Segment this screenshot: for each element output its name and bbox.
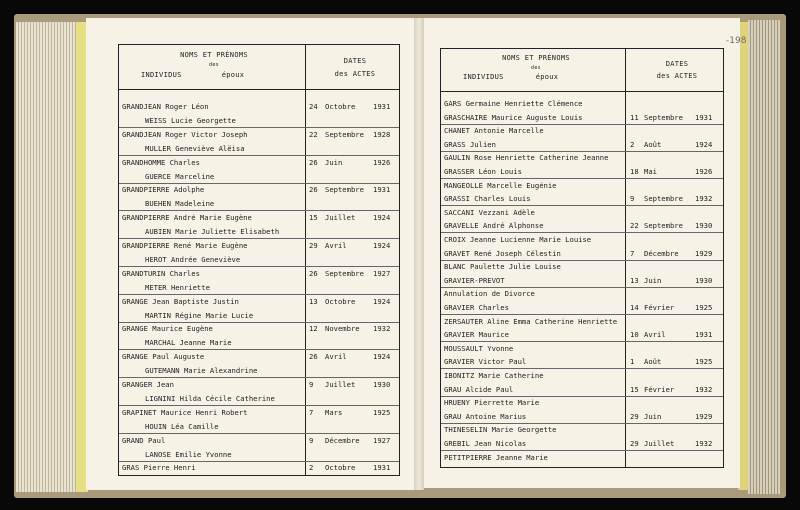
- entry-separator: [119, 238, 399, 239]
- entry-name: GRANDHOMME Charles: [122, 157, 200, 167]
- entry-day: 24: [309, 102, 318, 111]
- entry-name: GRANGE Maurice Eugène: [122, 324, 213, 334]
- entry-name: GRASS Julien: [444, 139, 496, 149]
- entry-month: Septembre: [644, 221, 683, 231]
- entry-month: Octobre: [325, 463, 356, 473]
- entry-year: 1931: [373, 185, 391, 195]
- dates-sub: des ACTES: [334, 70, 376, 78]
- entry-name: GRASSI Charles Louis: [444, 194, 531, 204]
- entry-day: 13: [309, 296, 318, 306]
- entry-day: 7: [630, 248, 635, 258]
- entry-separator: [441, 450, 723, 451]
- dates-sub: des ACTES: [656, 72, 698, 80]
- entry-year: 1930: [373, 380, 391, 389]
- entry-separator: [119, 405, 399, 406]
- entry-month: Juillet: [325, 380, 356, 389]
- entry-name: GREBIL Jean Nicolas: [444, 439, 527, 448]
- entry-month: Mai: [644, 167, 657, 176]
- epoux-label: époux: [221, 71, 245, 79]
- entry-name: HEROT Andrée Geneviève: [145, 254, 241, 264]
- page-edges-right: [748, 20, 780, 494]
- entry-month: Avril: [325, 241, 347, 250]
- entry-name: GUTEMANN Marie Alexandrine: [145, 366, 258, 376]
- entry-month: Février: [644, 303, 675, 312]
- entry-name: GRANDPIERRE René Marie Eugène: [122, 241, 248, 250]
- book-gutter: [414, 18, 424, 490]
- names-title: NOMS ET PRÉNOMS: [180, 51, 248, 59]
- names-des: des: [209, 62, 219, 68]
- entry-day: 2: [630, 139, 635, 149]
- entry-month: Septembre: [325, 268, 364, 278]
- entry-separator: [119, 266, 399, 267]
- entry-name: GRAVELLE André Alphonse: [444, 221, 544, 231]
- entry-name: GRANDJEAN Roger Léon: [122, 102, 209, 111]
- entry-separator: [119, 294, 399, 295]
- entry-day: 9: [309, 380, 314, 389]
- entry-name: MOUSSAULT Yvonne: [444, 343, 514, 353]
- epoux-label: époux: [535, 73, 559, 81]
- entry-day: 11: [630, 112, 639, 122]
- entry-year: 1926: [695, 167, 713, 176]
- entry-name: GRAU Antoine Marius: [444, 411, 527, 421]
- entry-month: Décembre: [644, 248, 679, 258]
- entry-name: IBONITZ Marie Catherine: [444, 371, 544, 380]
- entry-month: Juillet: [644, 439, 675, 448]
- entry-separator: [119, 461, 399, 462]
- entry-day: 29: [630, 411, 639, 421]
- entry-year: 1928: [373, 129, 391, 139]
- entry-month: Juin: [644, 275, 662, 285]
- entry-year: 1925: [373, 407, 391, 417]
- names-title: NOMS ET PRÉNOMS: [502, 54, 570, 62]
- entry-name: WEISS Lucie Georgette: [145, 115, 236, 125]
- entry-separator: [119, 349, 399, 350]
- entry-day: 26: [309, 352, 318, 362]
- entry-year: 1925: [695, 357, 713, 367]
- entry-separator: [119, 377, 399, 378]
- entry-separator: [119, 322, 399, 323]
- entry-month: Juin: [644, 411, 662, 421]
- entry-name: GAULIN Rose Henriette Catherine Jeanne: [444, 153, 609, 163]
- page-number: -198: [726, 36, 747, 46]
- entry-month: Juin: [325, 157, 343, 167]
- entry-day: 18: [630, 167, 639, 176]
- entry-day: 26: [309, 157, 318, 167]
- entry-day: 12: [309, 324, 318, 334]
- entry-name: GRAVIER Maurice: [444, 330, 509, 340]
- entry-year: 1932: [695, 194, 713, 204]
- entry-name: HOUIN Léa Camille: [145, 421, 219, 431]
- entry-separator: [119, 127, 399, 128]
- entry-day: 26: [309, 185, 318, 195]
- entry-name: GRAND Paul: [122, 435, 166, 445]
- entry-name: SACCANI Vezzani Adèle: [444, 207, 535, 217]
- entry-name: GUERCE Marceline: [145, 171, 215, 181]
- entry-separator: [441, 205, 723, 206]
- entry-name: GRANGER Jean: [122, 380, 174, 389]
- entry-separator: [441, 396, 723, 397]
- entry-separator: [441, 151, 723, 152]
- column-divider: [625, 49, 626, 467]
- entry-day: 22: [630, 221, 639, 231]
- entry-separator: [441, 232, 723, 233]
- entry-name: GRANGE Jean Baptiste Justin: [122, 296, 239, 306]
- entry-month: Octobre: [325, 296, 356, 306]
- dates-title: DATES: [665, 60, 689, 68]
- entry-separator: [441, 423, 723, 424]
- entry-separator: [441, 314, 723, 315]
- entry-separator: [119, 183, 399, 184]
- entry-name: GRAS Pierre Henri: [122, 463, 196, 473]
- entry-day: 2: [309, 463, 314, 473]
- entry-year: 1931: [373, 102, 391, 111]
- entry-year: 1925: [695, 303, 713, 312]
- entry-name: GRANDJEAN Roger Victor Joseph: [122, 129, 248, 139]
- entry-year: 1924: [373, 213, 391, 223]
- entry-day: 9: [630, 194, 635, 204]
- entry-month: Mars: [325, 407, 343, 417]
- entry-year: 1930: [695, 275, 713, 285]
- entry-name: LIGNINI Hilda Cécile Catherine: [145, 393, 275, 403]
- header-rule: [441, 91, 723, 92]
- entry-separator: [441, 368, 723, 369]
- entry-day: 15: [630, 384, 639, 394]
- entry-name: ZERSAUTER Aline Emma Catherine Henriette: [444, 316, 618, 326]
- entry-day: 26: [309, 268, 318, 278]
- entry-name: GRASSER Léon Louis: [444, 167, 522, 176]
- entry-year: 1931: [373, 463, 391, 473]
- dates-title: DATES: [343, 57, 367, 65]
- entry-month: Septembre: [644, 112, 683, 122]
- entry-name: GARS Germaine Henriette Clémence: [444, 99, 583, 108]
- entry-name: GRAVIER Victor Paul: [444, 357, 527, 367]
- entry-year: 1926: [373, 157, 391, 167]
- entry-name: MARTIN Régine Marie Lucie: [145, 310, 254, 320]
- entry-year: 1931: [695, 330, 713, 340]
- entry-separator: [441, 260, 723, 261]
- entry-day: 13: [630, 275, 639, 285]
- entry-day: 29: [630, 439, 639, 448]
- entry-name: PETITPIERRE Jeanne Marie: [444, 452, 548, 462]
- entry-month: Février: [644, 384, 675, 394]
- entry-year: 1927: [373, 435, 391, 445]
- names-des: des: [531, 65, 541, 71]
- entry-name: GRAU Alcide Paul: [444, 384, 514, 394]
- entry-name: GRAVET René Joseph Célestin: [444, 248, 561, 258]
- entry-month: Août: [644, 139, 662, 149]
- entry-name: HRUENY Pierrette Marie: [444, 398, 540, 408]
- entry-month: Novembre: [325, 324, 360, 334]
- entry-month: Août: [644, 357, 662, 367]
- entry-month: Avril: [644, 330, 666, 340]
- column-divider: [305, 45, 306, 475]
- entry-month: Avril: [325, 352, 347, 362]
- entry-year: 1924: [695, 139, 713, 149]
- individus-label: INDIVIDUS: [463, 73, 504, 81]
- entry-name: MARCHAL Jeanne Marie: [145, 338, 232, 348]
- entry-year: 1924: [373, 296, 391, 306]
- entry-month: Octobre: [325, 102, 356, 111]
- entry-name: GRANGE Paul Auguste: [122, 352, 205, 362]
- entry-year: 1927: [373, 268, 391, 278]
- entry-name: GRANDPIERRE André Marie Eugène: [122, 213, 252, 223]
- entry-month: Décembre: [325, 435, 360, 445]
- entry-separator: [119, 155, 399, 156]
- entry-name: GRAVIER-PREVOT: [444, 275, 505, 285]
- entry-name: GRAVIER Charles: [444, 303, 509, 312]
- entry-year: 1932: [695, 384, 713, 394]
- entry-year: 1931: [695, 112, 713, 122]
- entry-name: BUEHEN Madeleine: [145, 199, 215, 209]
- right-register-table: [440, 48, 724, 468]
- entry-name: GRASCHAIRE Maurice Auguste Louis: [444, 112, 583, 122]
- entry-separator: [441, 341, 723, 342]
- entry-month: Juillet: [325, 213, 356, 223]
- page-edges-left: [16, 22, 76, 492]
- entry-month: Septembre: [325, 185, 364, 195]
- entry-day: 15: [309, 213, 318, 223]
- individus-label: INDIVIDUS: [141, 71, 182, 79]
- entry-name: BLANC Paulette Julie Louise: [444, 262, 561, 272]
- entry-name: THINESELIN Marie Georgette: [444, 425, 557, 435]
- entry-year: 1930: [695, 221, 713, 231]
- entry-name: GRANDTURIN Charles: [122, 268, 200, 278]
- entry-day: 9: [309, 435, 314, 445]
- entry-year: 1929: [695, 411, 713, 421]
- entry-separator: [441, 124, 723, 125]
- entry-day: 29: [309, 241, 318, 250]
- entry-month: Septembre: [325, 129, 364, 139]
- entry-day: 1: [630, 357, 635, 367]
- header-rule: [119, 89, 399, 90]
- entry-day: 10: [630, 330, 639, 340]
- entry-name: CHANET Antonie Marcelle: [444, 126, 544, 136]
- entry-day: 22: [309, 129, 318, 139]
- entry-year: 1932: [373, 324, 391, 334]
- entry-separator: [441, 178, 723, 179]
- entry-name: GRANDPIERRE Adolphe: [122, 185, 205, 195]
- entry-year: 1932: [695, 439, 713, 448]
- entry-separator: [441, 287, 723, 288]
- entry-year: 1924: [373, 352, 391, 362]
- entry-name: Annulation de Divorce: [444, 289, 535, 299]
- entry-name: CROIX Jeanne Lucienne Marie Louise: [444, 235, 592, 244]
- entry-name: MULLER Geneviève Alëisa: [145, 143, 245, 153]
- entry-name: AUBIEN Marie Juliette Elisabeth: [145, 227, 280, 237]
- entry-year: 1929: [695, 248, 713, 258]
- entry-day: 7: [309, 407, 314, 417]
- entry-name: MANGEOLLE Marcelle Eugénie: [444, 180, 557, 190]
- left-register-table: [118, 44, 400, 476]
- entry-month: Septembre: [644, 194, 683, 204]
- entry-name: LANOSE Emilie Yvonne: [145, 449, 232, 459]
- entry-day: 14: [630, 303, 639, 312]
- entry-separator: [119, 210, 399, 211]
- entry-name: GRAPINET Maurice Henri Robert: [122, 407, 248, 417]
- entry-year: 1924: [373, 241, 391, 250]
- entry-name: METER Henriette: [145, 282, 210, 292]
- entry-separator: [119, 433, 399, 434]
